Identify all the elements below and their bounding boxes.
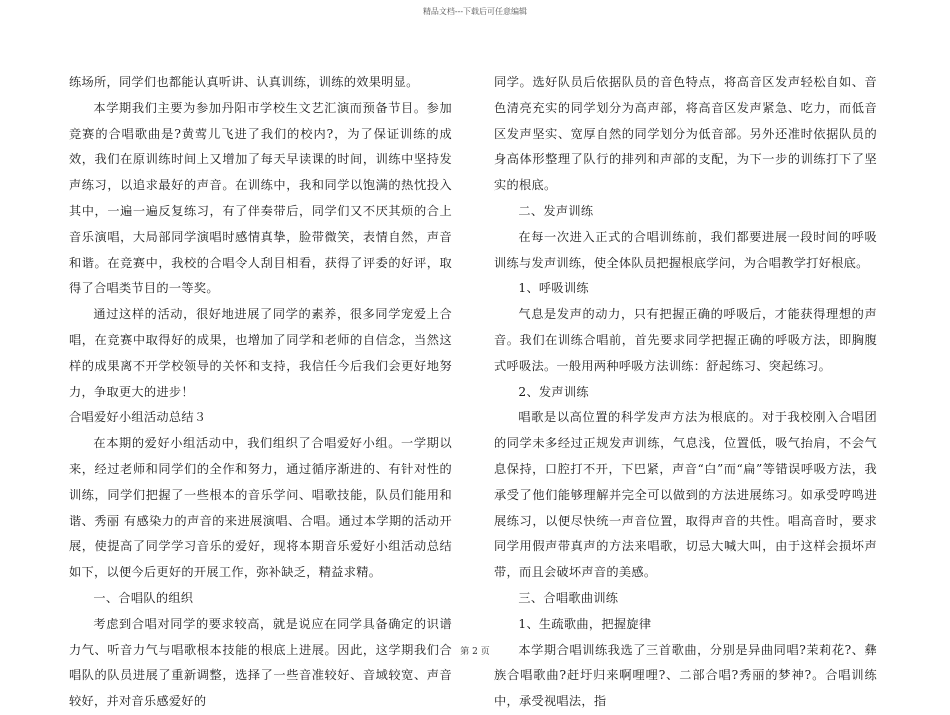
- subsection-heading: 1、生疏歌曲，把握旋律: [518, 616, 652, 631]
- section-heading: 三、合唱歌曲训练: [518, 590, 619, 605]
- paragraph: 考虑到合唱对同学的要求较高，就是说应在同学具备确定的识谱力气、听音力气与唱歌根本技能的根底上进展。因此，这学期我们合唱队的队员进展了重新调整，选择了一些音准较好、音域较宽、声音较好，并对音乐感爱好的: [69, 616, 452, 709]
- page-number: 第 2 页: [460, 647, 490, 657]
- left-text-column: [69, 70, 452, 715]
- subsection-heading: 1、呼吸训练: [518, 281, 589, 296]
- paragraph: 气息是发声的动力，只有把握正确的呼吸后，才能获得理想的声音。我们在训练合唱前，首先要求同学把握正确的呼吸方法，即胸腹式呼吸法。一般用两种呼吸方法训练：舒起练习、突起练习。: [494, 307, 877, 373]
- paragraph: 本学期合唱训练我选了三首歌曲，分别是异曲同唱?茉莉花?、彝族合唱歌曲?赶圩归来啊哩哩?、二部合唱?秀丽的梦神?。合唱训练中，承受视唱法，指: [494, 642, 877, 709]
- page-header: 精品文档---下载后可任意编辑: [422, 7, 528, 16]
- paragraph: 本学期我们主要为参加丹阳市学校生文艺汇演而预备节目。参加竞赛的合唱歌曲是?黄莺儿飞进了我们的校内?，为了保证训练的成效，我们在原训练时间上又增加了每天早读课的时间，训练中坚持发声练习，以追求最好的声音。在训练中，我和同学以饱满的热忱投入其中，一遍一遍反复练习，有了伴奏带后，同学们又不厌其烦的合上音乐演唱，大局部同学演唱时感情真挚，脸带微笑，表情自然，声音和谐。在竞赛中，我校的合唱令人刮目相看，获得了评委的好评，取得了合唱类节目的一等奖。: [69, 100, 452, 296]
- section-heading: 二、发声训练: [518, 203, 594, 218]
- section-heading: 一、合唱队的组织: [93, 590, 194, 605]
- paragraph: 同学。选好队员后依据队员的音色特点，将高音区发声轻松自如、音色清亮充实的同学划分为高声部，将高音区发声紧急、吃力，而低音区发声坚实、宽厚自然的同学划分为低音部。另外还准时依据队员的身高体形整理了队行的排列和声部的支配，为下一步的训练打下了坚实的根底。: [494, 75, 877, 193]
- paragraph: 在本期的爱好小组活动中，我们组织了合唱爱好小组。一学期以来，经过老师和同学们的全作和努力，通过循序渐进的、有针对性的训练，同学们把握了一些根本的音乐学问、唱歌技能，队员们能用和谐、秀丽 有感染力的声音的来进展演唱、合唱。通过本学期的活动开展，使提高了同学学习音乐的爱好，现将本期音乐爱好小组活动总结如下，以便今后更好的开展工作，弥补缺乏，精益求精。: [69, 436, 452, 580]
- paragraph: 练场所，同学们也都能认真听讲、认真训练，训练的效果明显。: [69, 75, 419, 89]
- paragraph: 唱歌是以高位置的科学发声方法为根底的。对于我校刚入合唱团的同学未多经过正规发声训练，气息浅，位置低，吸气抬肩，不会气息保持，口腔打不开，下巴紧，声音“白”而“扁”等错误呼吸方法，我承受了他们能够理解并完全可以做到的方法进展练习。如承受哼鸣进展练习，以便尽快统一声音位置，取得声音的共性。唱高音时，要求同学用假声带真声的方法来唱歌，切忌大喊大叫，由于这样会损坏声带，而且会破坏声音的美感。: [494, 410, 877, 580]
- right-text-column: [494, 70, 877, 715]
- section-title: 合唱爱好小组活动总结３: [69, 410, 207, 425]
- paragraph: 在每一次进入正式的合唱训练前，我们都要进展一段时间的呼吸训练与发声训练，使全体队员把握根底学问，为合唱教学打好根底。: [494, 229, 877, 270]
- subsection-heading: 2、发声训练: [518, 384, 589, 399]
- paragraph: 通过这样的活动，很好地进展了同学的素养，很多同学宠爱上合唱，在竞赛中取得好的成果，也增加了同学和老师的自信念，当然这样的成果离不开学校领导的关怀和支持，我信任今后我们会更好地努力，争取更大的进步！: [69, 307, 452, 399]
